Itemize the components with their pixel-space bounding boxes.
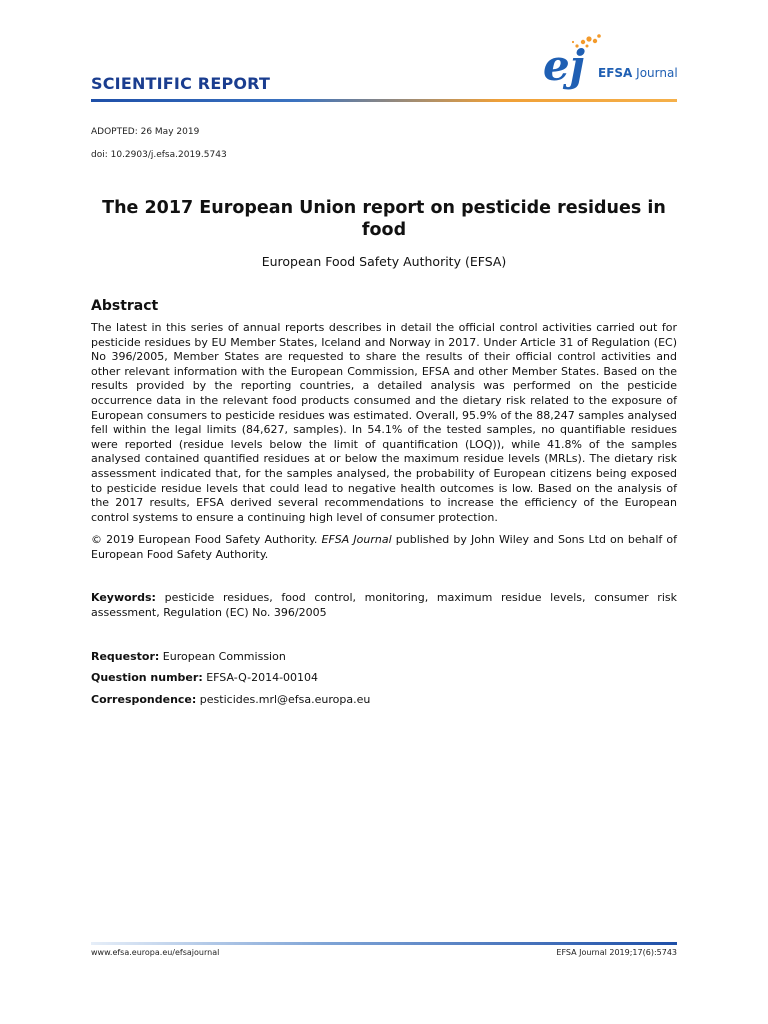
logo-brand-text: EFSA	[598, 66, 633, 80]
copyright-prefix: © 2019 European Food Safety Authority.	[91, 533, 322, 546]
logo-journal-name	[598, 66, 678, 80]
copyright-suffix: published by John Wiley and Sons Ltd on behalf of European Food Safety Authority.	[91, 533, 677, 561]
logo-journal-text: Journal	[636, 66, 678, 80]
correspondence-label: Correspondence:	[91, 693, 197, 706]
correspondence-email[interactable]: pesticides.mrl@efsa.europa.eu	[196, 693, 371, 706]
requestor	[91, 650, 286, 663]
report-type-heading: SCIENTIFIC REPORT	[91, 74, 271, 93]
footer-divider	[91, 942, 677, 945]
requestor-value: European Commission	[159, 650, 286, 663]
copyright-notice	[91, 533, 677, 562]
abstract-heading: Abstract	[91, 298, 159, 314]
paper-author: European Food Safety Authority (EFSA)	[261, 254, 507, 269]
keywords-value: pesticide residues, food control, monitoring, maximum residue levels, consumer risk assessment, Regulation (EC) No. 396/2005	[91, 591, 677, 619]
question-number	[91, 671, 318, 684]
question-number-value: EFSA-Q-2014-00104	[202, 671, 319, 684]
abstract-body: The latest in this series of annual reports describes in detail the official control activities carried out for pesticide residues by EU Member States, Iceland and Norway in 2017. Under Article 31 of Regulation (EC) No 396/2005, Member States are requested to share the results of their official control activities and other relevant information with the European Commission, EFSA and other Member States. Based on the results provided by the reporting countries, a detailed analysis was performed on the pesticide occurrence data in the relevant food products consumed and the dietary risk related to the exposure of European consumers to pesticide residues was estimated. Overall, 95.9% of the 88,247 samples analysed fell within the legal limits (84,627, samples). In 54.1% of the tested samples, no quantifiable residues were reported (residue levels below the limit of quantification (LOQ)), while 41.8% of the samples analysed contained quantified residues at or below the maximum residue levels (MRLs). The dietary risk assessment indicated that, for the samples analysed, the probability of European citizens being exposed to pesticide residue levels that could lead to negative health outcomes is low. Based on the analysis of the 2017 results, EFSA derived several recommendations to increase the efficiency of the European control systems to ensure a continuing high level of consumer protection.	[91, 321, 677, 524]
copyright-journal: EFSA Journal	[321, 533, 392, 546]
correspondence	[91, 693, 370, 706]
question-number-label: Question number:	[91, 671, 203, 684]
keywords-label: Keywords:	[91, 591, 156, 604]
doi: doi: 10.2903/j.efsa.2019.5743	[91, 150, 227, 160]
header-divider	[91, 99, 677, 102]
footer-url[interactable]: www.efsa.europa.eu/efsajournal	[91, 948, 220, 957]
adopted-date: ADOPTED: 26 May 2019	[91, 127, 200, 137]
logo-mark: ej	[543, 41, 585, 90]
footer-citation: EFSA Journal 2019;17(6):5743	[556, 948, 677, 957]
keywords	[91, 591, 677, 620]
paper-title: The 2017 European Union report on pesticide residues in food	[102, 198, 666, 240]
requestor-label: Requestor:	[91, 650, 160, 663]
